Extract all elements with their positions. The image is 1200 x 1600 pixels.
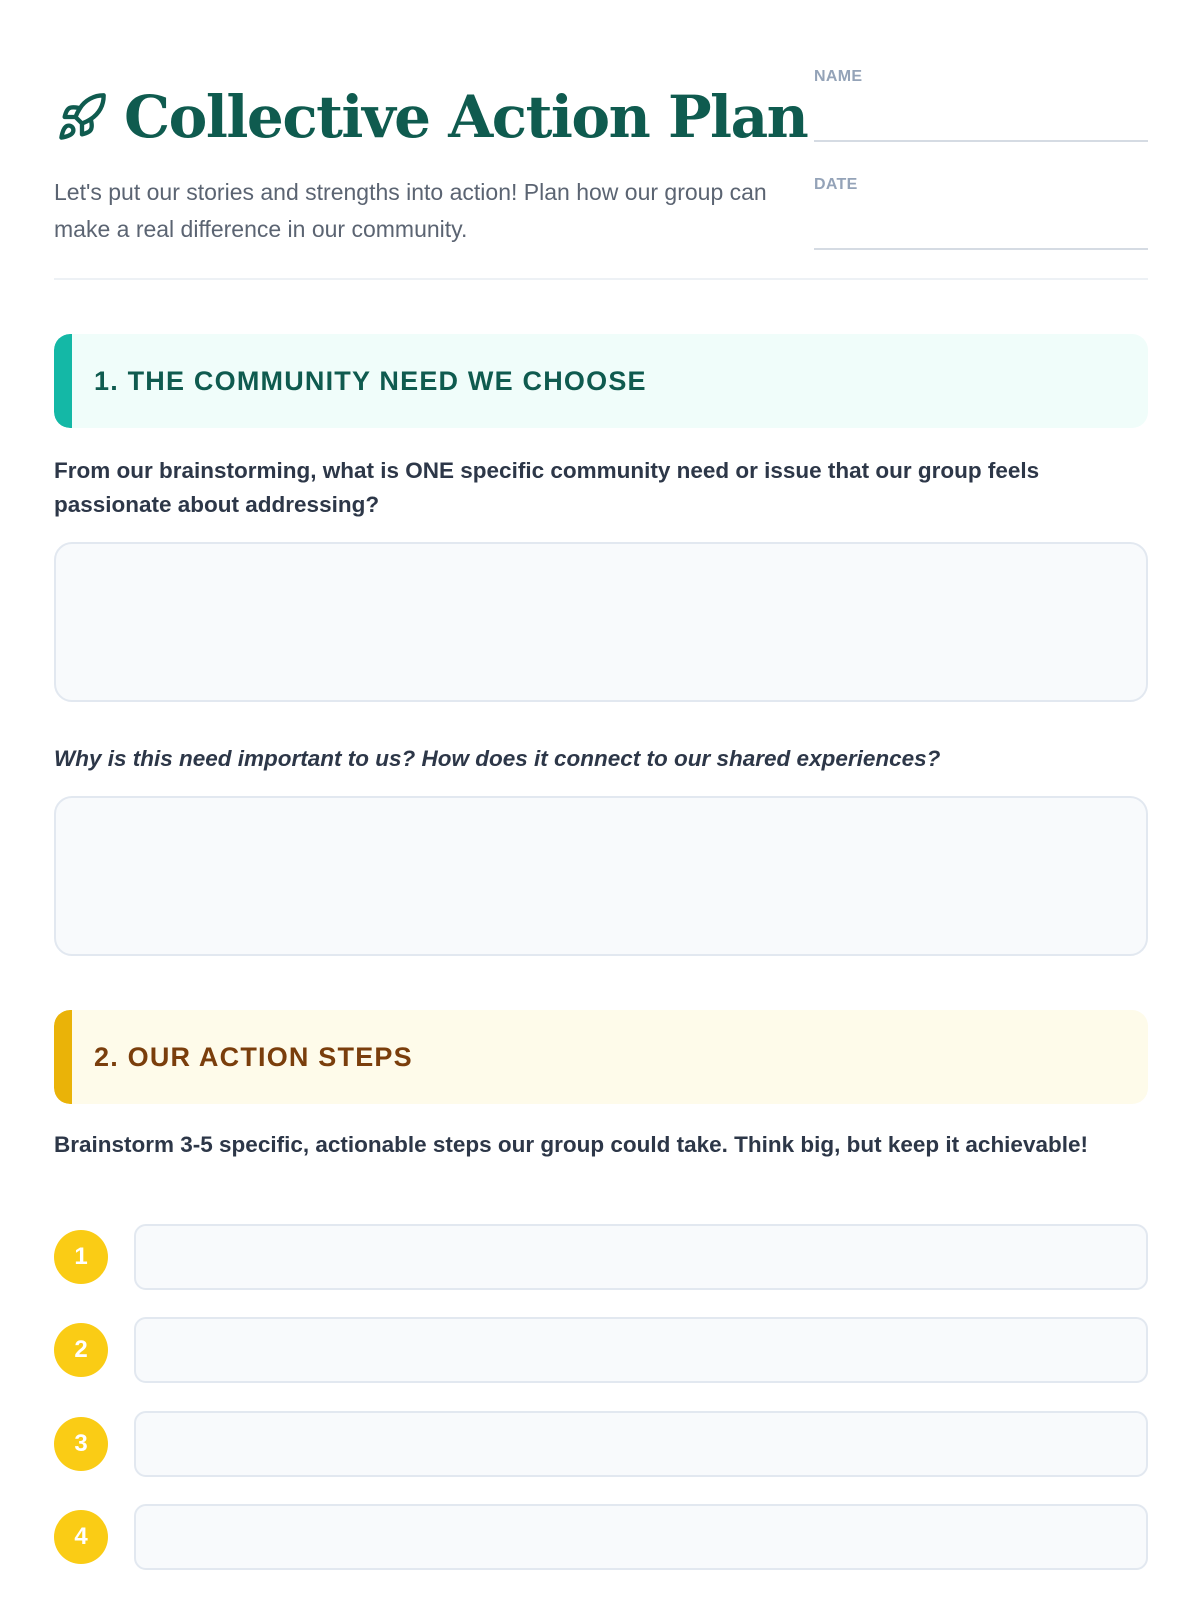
step-input[interactable] — [134, 1411, 1148, 1477]
header-divider — [54, 278, 1148, 280]
section-1-title: 1. THE COMMUNITY NEED WE CHOOSE — [94, 365, 647, 396]
section-2-header — [54, 1010, 1148, 1104]
importance-answer[interactable] — [54, 796, 1148, 956]
step-input[interactable] — [134, 1504, 1148, 1570]
worksheet-header — [54, 60, 1148, 280]
section-2-title: 2. OUR ACTION STEPS — [94, 1041, 413, 1072]
action-step — [54, 1317, 1148, 1383]
community-need-question: From our brainstorming, what is ONE specific community need or issue that our group feels passionate about addressing? — [54, 458, 1040, 517]
page-subtitle: Let's put our stories and strengths into action! Plan how our group can make a real difference in our community. — [54, 179, 767, 242]
step-number-badge: 4 — [54, 1510, 108, 1564]
community-need-answer[interactable] — [54, 542, 1148, 702]
action-step — [54, 1224, 1148, 1290]
name-field[interactable] — [814, 140, 1148, 142]
action-step — [54, 1504, 1148, 1570]
step-input[interactable] — [134, 1224, 1148, 1290]
importance-question: Why is this need important to us? How does it connect to our shared experiences? — [54, 746, 941, 771]
title-row — [54, 83, 808, 151]
step-number-badge: 3 — [54, 1417, 108, 1471]
action-step — [54, 1411, 1148, 1477]
date-label: DATE — [814, 176, 858, 193]
date-field[interactable] — [814, 248, 1148, 250]
action-steps-instructions: Brainstorm 3-5 specific, actionable steps our group could take. Think big, but keep it achievable! — [54, 1132, 1088, 1157]
meta-fields — [814, 68, 1148, 284]
name-label: NAME — [814, 68, 863, 85]
step-number-badge: 1 — [54, 1230, 108, 1284]
date-field-group — [814, 176, 1148, 284]
step-number-badge: 2 — [54, 1323, 108, 1377]
name-field-group — [814, 68, 1148, 176]
step-input[interactable] — [134, 1317, 1148, 1383]
section-1-header — [54, 334, 1148, 428]
rocket-icon — [54, 89, 110, 145]
page-title: Collective Action Plan — [124, 83, 808, 151]
